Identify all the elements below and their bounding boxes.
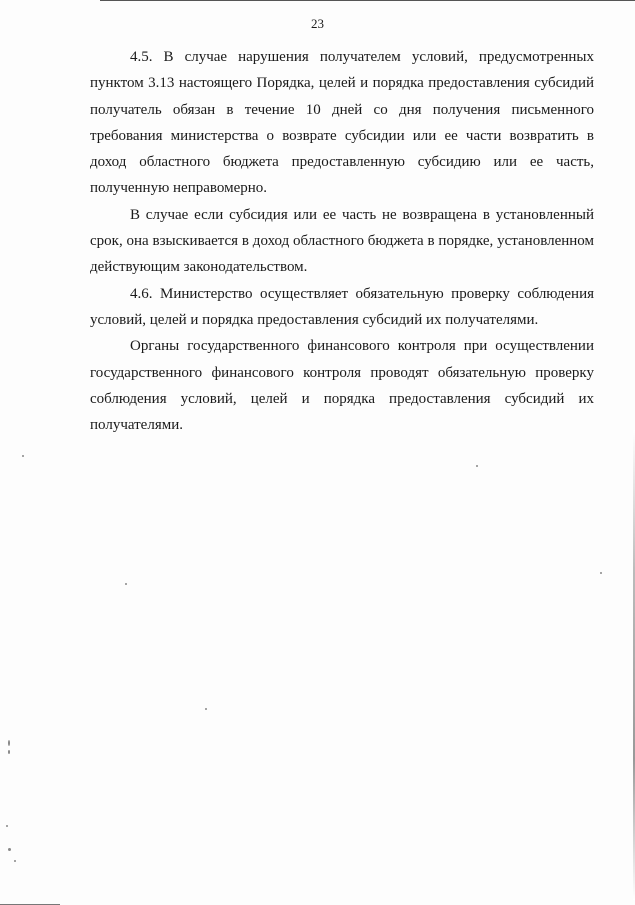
page-number: 23 [311, 16, 324, 31]
scan-speck [476, 465, 478, 467]
paragraph-refund-deadline: В случае если субсидия или ее часть не возвращена в установленный срок, она взыскивается в доход областного бюджета в порядке, установленном действующим законодательством. [90, 206, 594, 276]
top-scan-edge [100, 0, 635, 1]
scan-speck [600, 572, 602, 574]
scan-speck [8, 750, 10, 754]
scan-speck [205, 708, 207, 710]
paragraph-financial-control: Органы государственного финансового контроля при осуществлении государственного финансового контроля проводят обязательную проверку соблюдения условий, целей и порядка предоставления субсидий их получателями. [90, 338, 594, 434]
scan-speck [8, 848, 11, 851]
scan-speck [125, 583, 127, 585]
scan-speck [8, 740, 10, 746]
scan-speck [6, 825, 8, 827]
paragraph-4-5: 4.5. В случае нарушения получателем условий, предусмотренных пунктом 3.13 настоящего Порядка, целей и порядка предоставления субсидий получатель обязан в течение 10 дней со дня получения письменного требования министерства о возврате субсидии или ее части возвратить в доход областного бюджета предоставленную субсидию или ее часть, полученную неправомерно. [90, 49, 594, 197]
scan-speck [14, 860, 16, 862]
document-body [90, 44, 594, 438]
paragraph-4-6: 4.6. Министерство осуществляет обязательную проверку соблюдения условий, целей и порядка предоставления субсидий их получателями. [90, 285, 594, 328]
scan-speck [22, 455, 24, 457]
